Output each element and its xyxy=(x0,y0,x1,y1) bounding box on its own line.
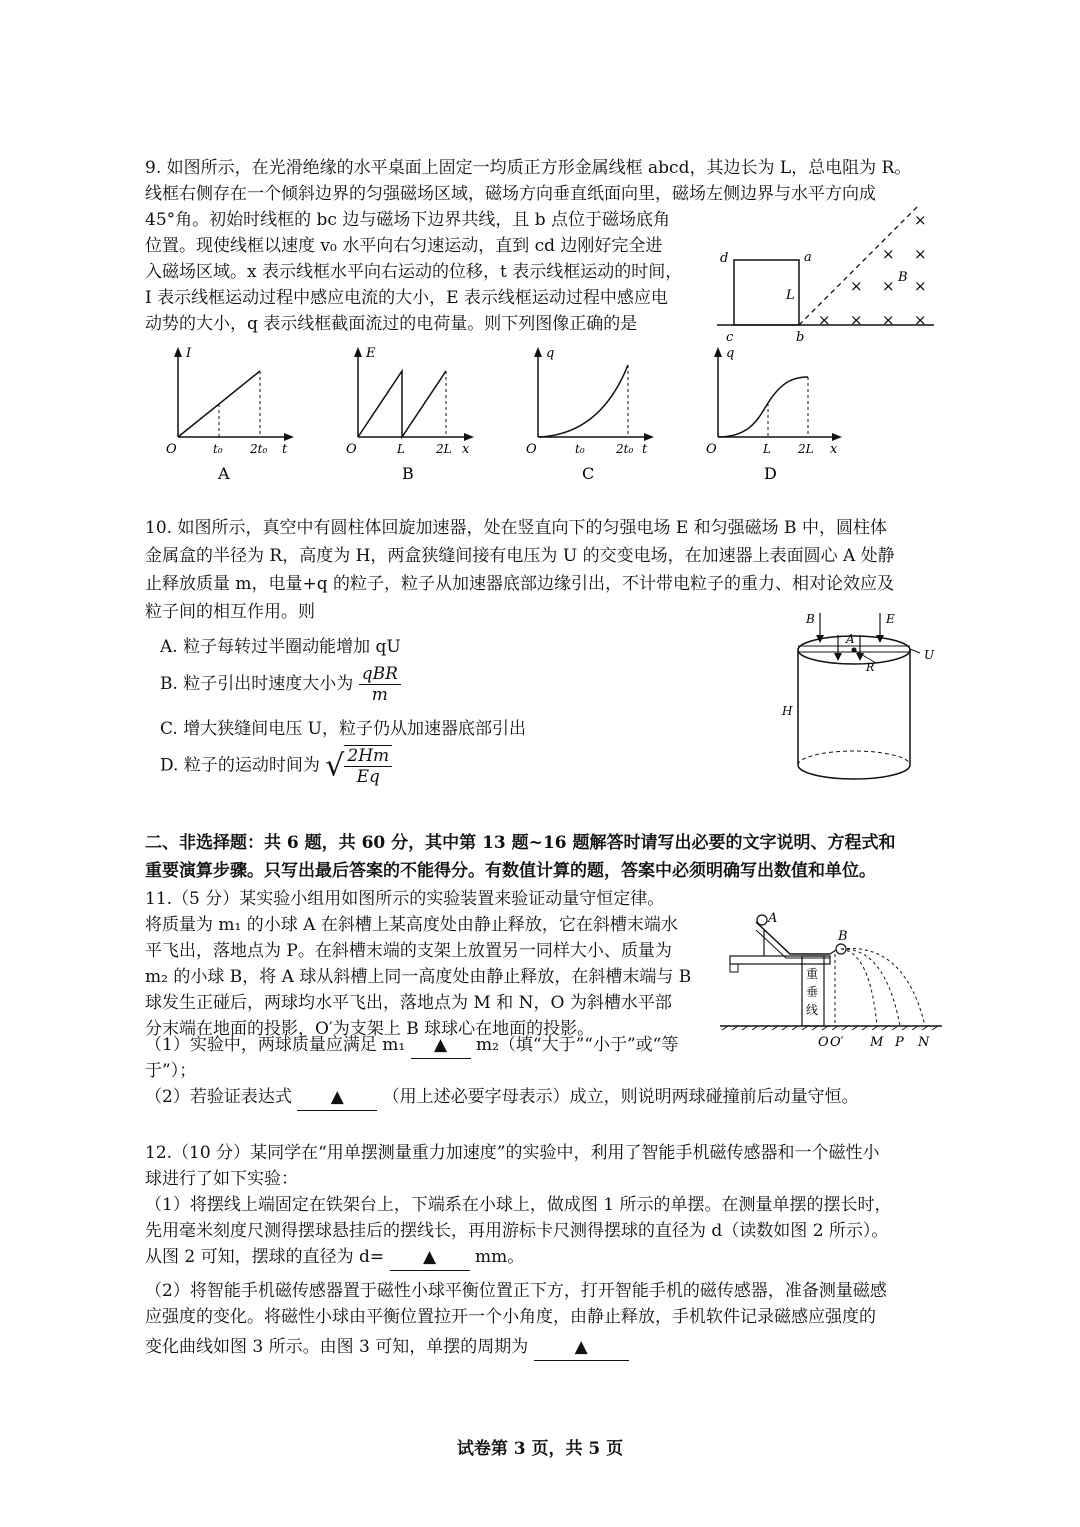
option-label: D xyxy=(764,464,777,483)
label-B: B xyxy=(806,612,815,626)
fraction xyxy=(344,745,392,787)
sub1-text: （1）实验中，两球质量应满足 m₁ xyxy=(145,1035,406,1055)
cross: × xyxy=(914,245,927,263)
label-P: P xyxy=(895,1035,904,1050)
arrow-down-icon xyxy=(856,653,864,661)
curve xyxy=(538,365,628,437)
q11-line-3: 平飞出，落地点为 P。在斜槽末端的支架上放置另一同样大小、质量为 xyxy=(145,941,672,961)
tick-label: 2t₀ xyxy=(616,442,634,456)
post xyxy=(830,950,836,954)
line5-text: 从图 2 可知，摆球的直径为 d= xyxy=(145,1247,385,1267)
x-arrow-icon xyxy=(644,433,654,441)
answer-blank: ▲ xyxy=(390,1244,470,1271)
q10-line-1: 10. 如图所示，真空中有圆柱体回旋加速器，处在竖直向下的匀强电场 E 和匀强磁场 B 中，圆柱体 xyxy=(145,518,887,538)
field-crosses xyxy=(818,211,927,329)
y-arrow-icon xyxy=(174,347,182,357)
tick-label: 2L xyxy=(798,442,814,456)
cross: × xyxy=(850,311,863,329)
trajectory-M xyxy=(841,949,877,1026)
q10-line-3: 止释放质量 m，电量+q 的粒子，粒子从加速器底部边缘引出，不计带电粒子的重力、相对论效应及 xyxy=(145,574,895,594)
option-D-text: D. 粒子的运动时间为 xyxy=(160,755,320,776)
cross: × xyxy=(914,311,927,329)
line5-suffix: mm。 xyxy=(474,1247,525,1267)
chute xyxy=(756,922,830,954)
tick-label: t₀ xyxy=(575,442,585,456)
ball-A xyxy=(757,915,767,925)
table-top xyxy=(730,956,830,964)
label-O-prime: O′ xyxy=(830,1035,844,1050)
tick-label: L xyxy=(763,442,771,456)
label-plumb-1: 重 xyxy=(806,967,819,981)
label-d: d xyxy=(720,251,729,266)
arrow-down-icon xyxy=(876,635,884,643)
sub2-text-suffix: （用上述必要字母表示）成立，则说明两球碰撞前后动量守恒。 xyxy=(382,1087,859,1107)
q9-line-1: 9. 如图所示，在光滑绝缘的水平桌面上固定一均质正方形金属线框 abcd，其边长为 L，总电阻为 R。 xyxy=(145,158,912,178)
q10-option-D xyxy=(160,745,392,787)
y-label: E xyxy=(366,346,376,361)
cross: × xyxy=(818,311,831,329)
sqrt-icon: √ xyxy=(325,748,345,784)
q9-figure xyxy=(712,205,942,345)
q9-line-4: 位置。现使线框以速度 v₀ 水平向右匀速运动，直到 cd 边刚好完全进 xyxy=(145,236,663,256)
x-arrow-icon xyxy=(464,433,474,441)
label-a: a xyxy=(804,250,812,265)
numerator: 2Hm xyxy=(344,746,392,767)
label-U: U xyxy=(924,648,935,662)
field-boundary xyxy=(799,207,917,325)
label-B: B xyxy=(838,929,848,944)
q9-line-2: 线框右侧存在一个倾斜边界的匀强磁场区域，磁场方向垂直纸面向里，磁场左侧边界与水平方向成 xyxy=(145,184,876,204)
cross: × xyxy=(914,277,927,295)
arrow-down-icon xyxy=(834,653,842,661)
q12-line-4: 先用毫米刻度尺测得摆球悬挂后的摆线长，再用游标卡尺测得摆球的直径为 d（读数如图 2 所示）。 xyxy=(145,1221,889,1241)
tick-label: 2L xyxy=(436,442,452,456)
q11-sub1-line-2: 于”）； xyxy=(145,1061,197,1081)
q9-graph-C xyxy=(510,345,660,485)
x-label: x xyxy=(462,442,470,457)
label-A: A xyxy=(846,632,855,646)
q12-line-3: （1）将摆线上端固定在铁架台上，下端系在小球上，做成图 1 所示的单摆。在测量单摆的摆长时， xyxy=(145,1195,892,1215)
label-L: L xyxy=(786,288,795,303)
q11-sub1 xyxy=(145,1032,678,1059)
clamp xyxy=(730,964,738,972)
numerator: qBR xyxy=(359,664,401,685)
q11-line-6: 分末端在地面的投影，O′为支架上 B 球球心在地面的投影。 xyxy=(145,1019,595,1039)
origin-label: O xyxy=(166,442,177,457)
q11-line-1: 11.（5 分）某实验小组用如图所示的实验装置来验证动量守恒定律。 xyxy=(145,889,665,909)
sub2-text: （2）若验证表达式 xyxy=(145,1087,292,1107)
denominator: m xyxy=(371,685,388,705)
label-c: c xyxy=(726,330,734,345)
fraction xyxy=(359,664,401,705)
tick-label: 2t₀ xyxy=(250,442,268,456)
q9-graph-A xyxy=(150,345,300,485)
cylinder-bottom-hidden xyxy=(798,751,910,765)
u-lead xyxy=(910,649,920,653)
q10-figure xyxy=(780,605,940,805)
label-A: A xyxy=(768,911,778,926)
q9-line-7: 动势的大小，q 表示线框截面流过的电荷量。则下列图像正确的是 xyxy=(145,314,638,334)
q10-option-B xyxy=(160,664,401,705)
tick-label: L xyxy=(397,442,405,456)
q11-line-2: 将质量为 m₁ 的小球 A 在斜槽上某高度处由静止释放，它在斜槽末端水 xyxy=(145,915,678,935)
y-arrow-icon xyxy=(534,347,542,357)
tick-label: t₀ xyxy=(213,442,223,456)
cross: × xyxy=(914,211,927,229)
y-label: q xyxy=(546,346,555,361)
label-M: M xyxy=(870,1035,884,1050)
q9-graph-D xyxy=(690,345,850,485)
x-label: x xyxy=(830,442,838,457)
label-E: E xyxy=(886,612,895,626)
q9-line-6: I 表示线框运动过程中感应电流的大小，E 表示线框运动过程中感应电 xyxy=(145,288,668,308)
line8-text: 变化曲线如图 3 所示。由图 3 可知，单摆的周期为 xyxy=(145,1337,529,1357)
x-arrow-icon xyxy=(832,433,842,441)
q11-line-4: m₂ 的小球 B，将 A 球从斜槽上同一高度处由静止释放，在斜槽末端与 B xyxy=(145,967,692,987)
y-label: q xyxy=(726,346,735,361)
q12-line-2: 球进行了如下实验： xyxy=(145,1169,298,1189)
option-B-text: B. 粒子引出时速度大小为 xyxy=(160,674,354,694)
denominator: Eq xyxy=(356,767,380,787)
x-arrow-icon xyxy=(284,433,294,441)
section-2-heading-line-1: 二、非选择题：共 6 题，共 60 分，其中第 13 题~16 题解答时请写出必要的文字说明、方程式和 xyxy=(145,833,896,853)
q11-line-5: 球发生正碰后，两球均水平飞出，落地点为 M 和 N，O 为斜槽水平部 xyxy=(145,993,672,1013)
label-b: b xyxy=(796,330,805,345)
y-arrow-icon xyxy=(714,347,722,357)
answer-blank: ▲ xyxy=(297,1084,377,1111)
origin-label: O xyxy=(526,442,537,457)
q11-figure xyxy=(720,902,945,1052)
y-arrow-icon xyxy=(354,347,362,357)
cross: × xyxy=(882,277,895,295)
q10-option-A: A. 粒子每转过半圈动能增加 qU xyxy=(160,637,401,657)
answer-blank: ▲ xyxy=(534,1334,629,1361)
q10-line-2: 金属盒的半径为 R，高度为 H，两盒狭缝间接有电压为 U 的交变电场，在加速器上表面圆心 A 处静 xyxy=(145,546,895,566)
curve xyxy=(718,377,808,437)
q10-option-C: C. 增大狭缝间电压 U，粒子仍从加速器底部引出 xyxy=(160,719,526,739)
label-B: B xyxy=(898,270,908,285)
q12-line-7: 应强度的变化。将磁性小球由平衡位置拉开一个小角度，由静止释放，手机软件记录磁感应强度的 xyxy=(145,1307,876,1327)
trajectory-N xyxy=(841,948,925,1026)
q12-line-8 xyxy=(145,1334,629,1361)
q12-line-5 xyxy=(145,1244,524,1271)
origin-label: O xyxy=(706,442,717,457)
x-label: t xyxy=(282,442,288,457)
page-footer: 试卷第 3 页，共 5 页 xyxy=(456,1439,624,1459)
option-label: A xyxy=(218,464,230,483)
cross: × xyxy=(882,311,895,329)
section-2-heading-line-2: 重要演算步骤。只写出最后答案的不能得分。有数值计算的题，答案中必须明确写出数值和单位。 xyxy=(145,861,876,881)
cylinder-bottom xyxy=(798,765,910,779)
sub1-text-suffix: m₂（填“大于”“小于”或“等 xyxy=(475,1035,679,1055)
option-label: C xyxy=(582,464,595,483)
option-label: B xyxy=(402,464,414,483)
cross: × xyxy=(882,245,895,263)
answer-blank: ▲ xyxy=(411,1032,471,1059)
q11-sub2 xyxy=(145,1084,859,1111)
curve xyxy=(358,371,446,437)
q10-line-4: 粒子间的相互作用。则 xyxy=(145,602,315,622)
x-label: t xyxy=(642,442,648,457)
label-H: H xyxy=(782,704,793,718)
trajectory-P xyxy=(841,949,900,1026)
q9-line-3: 45°角。初始时线框的 bc 边与磁场下边界共线，且 b 点位于磁场底角 xyxy=(145,210,671,230)
cross: × xyxy=(850,277,863,295)
q12-line-1: 12.（10 分）某同学在“用单摆测量重力加速度”的实验中，利用了智能手机磁传感器和一个磁性小 xyxy=(145,1143,880,1163)
label-O: O xyxy=(818,1035,829,1050)
center-point xyxy=(852,648,857,653)
q12-line-6: （2）将智能手机磁传感器置于磁性小球平衡位置正下方，打开智能手机的磁传感器，准备测量磁感 xyxy=(145,1281,887,1301)
label-R: R xyxy=(866,661,875,674)
label-plumb-2: 垂 xyxy=(806,985,819,999)
y-label: I xyxy=(186,346,192,361)
q9-graph-B xyxy=(330,345,480,485)
label-plumb-3: 线 xyxy=(806,1003,819,1017)
q9-line-5: 入磁场区域。x 表示线框水平向右运动的位移，t 表示线框运动的时间， xyxy=(145,262,683,282)
label-N: N xyxy=(918,1035,930,1050)
origin-label: O xyxy=(346,442,357,457)
